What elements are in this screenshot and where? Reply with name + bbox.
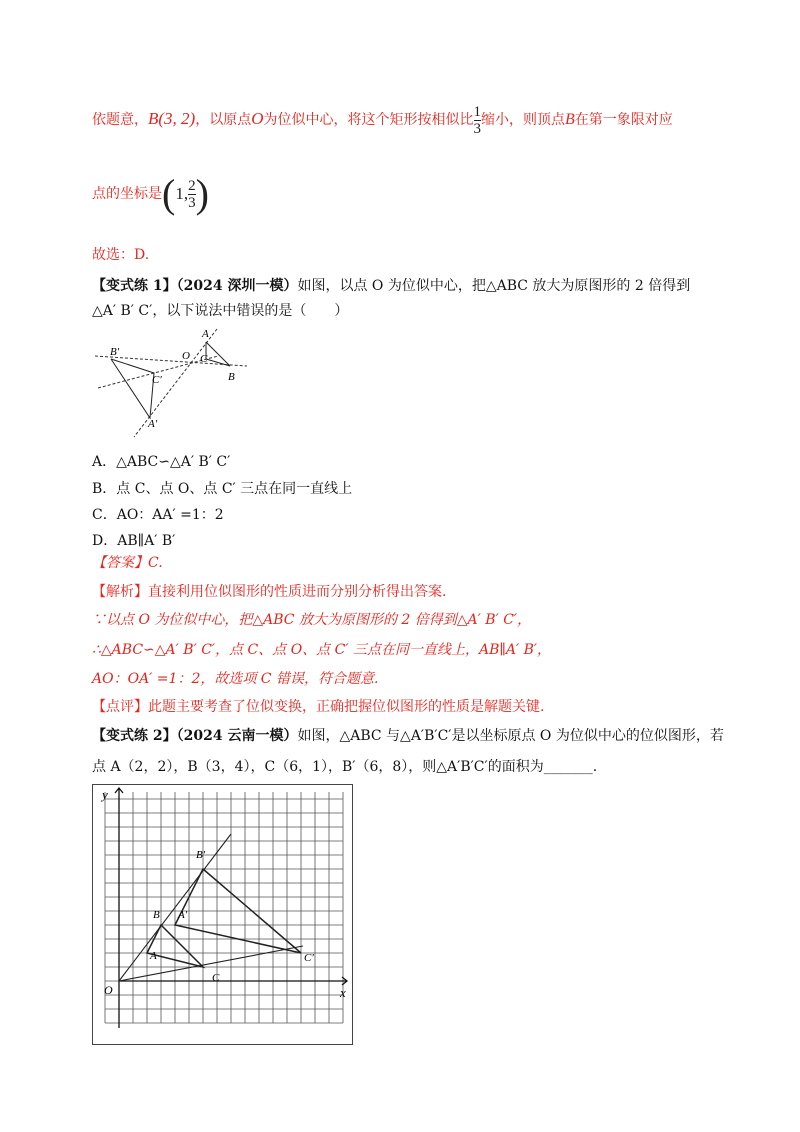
option-b: B．点 C、点 O、点 C′ 三点在同一直线上 — [92, 481, 353, 497]
point-b-coord: B(3, 2) — [148, 109, 196, 128]
x-axis-label: x — [340, 985, 346, 1000]
because-line: ∵以点 O 为位似中心，把△ABC 放大为原图形的 2 倍得到△A′ B′ C′， — [92, 612, 532, 628]
vertex-label: B — [565, 111, 575, 128]
label-b-prime: B' — [196, 849, 206, 861]
label-a-prime: A' — [178, 909, 188, 921]
label-c-prime: C' — [304, 952, 314, 964]
coord-x: 1, — [175, 184, 189, 203]
fig-label-a: A — [202, 328, 209, 340]
exercise1-line-2: △A′ B′ C′，以下说法中错误的是（ ） — [92, 303, 349, 319]
exercise2-grid-figure — [92, 784, 354, 1046]
solution-text: 缩小，则顶点 — [481, 112, 565, 128]
label-c: C — [212, 972, 220, 984]
exercise1-line-1 — [92, 276, 690, 296]
solution-line-1 — [92, 94, 673, 144]
ratio-numerator: 1 — [473, 103, 481, 120]
coord-denominator: 3 — [188, 194, 196, 211]
solution-text: 点的坐标是 — [92, 186, 162, 202]
ratio-fraction — [474, 104, 482, 137]
coord-expression: (1, $\frac{2}{3}$ ) — [162, 171, 209, 216]
choice-line: 故选：D. — [92, 247, 150, 263]
coord-fraction — [188, 178, 196, 211]
ratio-denominator: 3 — [473, 120, 481, 137]
solution-text: 为位似中心，将这个矩形按相似比 — [263, 112, 474, 128]
triangle-a2b2c2 — [111, 359, 154, 418]
exercise2-text: 如图，△ABC 与△A′B′C′是以坐标原点 O 为位似中心的位似图形，若 — [297, 728, 724, 744]
fig-label-c: C — [200, 353, 208, 365]
answer-line: 【答案】C. — [92, 555, 163, 571]
dashed-line-aa — [134, 329, 217, 437]
fig-label-b-prime: B′ — [110, 346, 120, 358]
fig-label-b: B — [228, 371, 235, 383]
fig-label-c-prime: C′ — [152, 374, 162, 386]
y-axis-label: y — [102, 787, 108, 802]
exercise2-title: 【变式练 2】（2024 云南一模） — [92, 728, 298, 744]
solution-line-2 — [92, 172, 209, 216]
origin-label: O — [251, 109, 264, 128]
exercise1-title: 【变式练 1】（2024 深圳一模） — [92, 278, 298, 294]
ratio-line: AO：OA′ =1：2，故选项 C 错误，符合题意. — [92, 671, 379, 687]
option-d: D．AB∥A′ B′ — [92, 533, 176, 549]
option-a: A．△ABC∽△A′ B′ C′ — [92, 454, 231, 470]
label-b: B — [153, 909, 160, 921]
origin-label: O — [104, 983, 113, 997]
figure-frame — [93, 785, 353, 1045]
solution-text: 在第一象限对应 — [574, 112, 673, 128]
exercise2-line-1 — [92, 726, 724, 746]
exercise1-text: 如图，以点 O 为位似中心，把△ABC 放大为原图形的 2 倍得到 — [297, 278, 691, 294]
label-a: A — [150, 950, 157, 962]
fig-label-a-prime: A′ — [148, 418, 158, 430]
comment-line: 【点评】此题主要考查了位似变换，正确把握位似图形的性质是解题关键. — [92, 699, 545, 715]
therefore-line: ∴△ABC∽△A′ B′ C′，点 C、点 O、点 C′ 三点在同一直线上，AB∥A′ B′， — [92, 642, 552, 658]
triangle-abc — [206, 342, 230, 366]
coord-numerator: 2 — [188, 177, 196, 194]
solution-text: ，以原点 — [195, 112, 252, 128]
exercise1-figure — [92, 326, 252, 438]
option-c: C．AO：AA′ =1：2 — [92, 507, 224, 523]
fig-label-o: O — [182, 350, 190, 362]
analysis-line: 【解析】直接利用位似图形的性质进而分别分析得出答案. — [92, 584, 447, 600]
exercise2-line-2: 点 A（2，2），B（3，4），C（6，1），B′（6，8），则△A′B′C′的面积为_______. — [92, 759, 598, 775]
solution-text: 依题意， — [92, 112, 148, 128]
